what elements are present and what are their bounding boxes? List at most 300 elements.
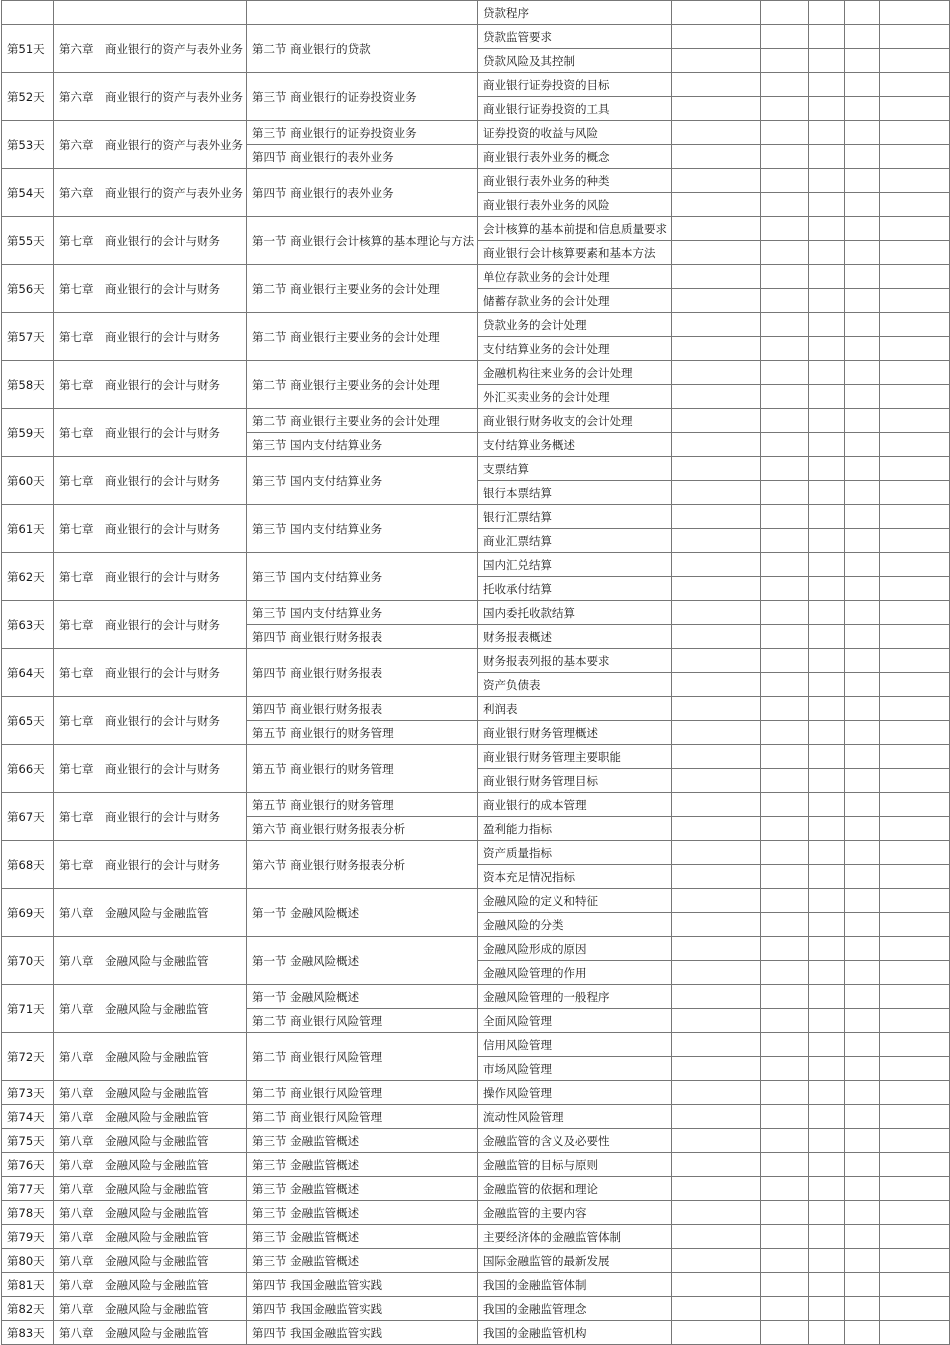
empty-cell — [672, 745, 761, 769]
chapter-cell: 第七章 商业银行的会计与财务 — [54, 457, 247, 505]
empty-cell — [809, 865, 845, 889]
chapter-cell: 第八章 金融风险与金融监管 — [54, 1129, 247, 1153]
empty-cell — [880, 601, 950, 625]
empty-cell — [761, 385, 809, 409]
empty-cell — [761, 889, 809, 913]
empty-cell — [672, 1321, 761, 1345]
chapter-cell: 第八章 金融风险与金融监管 — [54, 937, 247, 985]
empty-cell — [809, 385, 845, 409]
empty-cell — [809, 577, 845, 601]
empty-cell — [809, 913, 845, 937]
empty-cell — [672, 385, 761, 409]
empty-cell — [809, 457, 845, 481]
section-cell: 第六节 商业银行财务报表分析 — [247, 817, 478, 841]
empty-cell — [845, 553, 880, 577]
topic-cell: 金融风险管理的作用 — [478, 961, 672, 985]
empty-cell — [761, 1009, 809, 1033]
empty-cell — [880, 1033, 950, 1057]
chapter-cell: 第八章 金融风险与金融监管 — [54, 1321, 247, 1345]
empty-cell — [880, 193, 950, 217]
section-cell: 第三节 商业银行的证券投资业务 — [247, 121, 478, 145]
empty-cell — [809, 985, 845, 1009]
empty-cell — [880, 265, 950, 289]
day-cell: 第78天 — [2, 1201, 54, 1225]
table-row — [2, 1081, 950, 1105]
topic-cell: 资本充足情况指标 — [478, 865, 672, 889]
chapter-cell: 第七章 商业银行的会计与财务 — [54, 265, 247, 313]
table-row — [2, 409, 950, 433]
topic-cell: 支付结算业务的会计处理 — [478, 337, 672, 361]
empty-cell — [672, 841, 761, 865]
table-row — [2, 601, 950, 625]
empty-cell — [845, 265, 880, 289]
table-row — [2, 1273, 950, 1297]
empty-cell — [672, 985, 761, 1009]
empty-cell — [880, 145, 950, 169]
table-row — [2, 313, 950, 337]
section-cell: 第三节 金融监管概述 — [247, 1249, 478, 1273]
section-cell: 第二节 商业银行风险管理 — [247, 1105, 478, 1129]
table-row — [2, 121, 950, 145]
empty-cell — [880, 937, 950, 961]
empty-cell — [672, 1057, 761, 1081]
topic-cell: 托收承付结算 — [478, 577, 672, 601]
table-row — [2, 25, 950, 49]
empty-cell — [809, 241, 845, 265]
empty-cell — [761, 505, 809, 529]
empty-cell — [809, 625, 845, 649]
table-row — [2, 1201, 950, 1225]
chapter-cell: 第八章 金融风险与金融监管 — [54, 1249, 247, 1273]
empty-cell — [672, 1033, 761, 1057]
empty-cell — [672, 265, 761, 289]
empty-cell — [761, 289, 809, 313]
chapter-cell: 第八章 金融风险与金融监管 — [54, 889, 247, 937]
topic-cell: 支票结算 — [478, 457, 672, 481]
chapter-cell: 第六章 商业银行的资产与表外业务 — [54, 121, 247, 169]
empty-cell — [845, 937, 880, 961]
empty-cell — [761, 361, 809, 385]
table-row — [2, 1033, 950, 1057]
empty-cell — [809, 169, 845, 193]
empty-cell — [845, 337, 880, 361]
empty-cell — [880, 97, 950, 121]
section-cell: 第四节 商业银行的表外业务 — [247, 169, 478, 217]
section-cell: 第四节 我国金融监管实践 — [247, 1297, 478, 1321]
empty-cell — [809, 313, 845, 337]
day-cell: 第65天 — [2, 697, 54, 745]
empty-cell — [672, 433, 761, 457]
empty-cell — [809, 265, 845, 289]
chapter-cell: 第六章 商业银行的资产与表外业务 — [54, 25, 247, 73]
empty-cell — [672, 145, 761, 169]
section-cell: 第二节 商业银行主要业务的会计处理 — [247, 409, 478, 433]
study-schedule-table — [1, 0, 950, 1345]
empty-cell — [761, 1297, 809, 1321]
empty-cell — [761, 721, 809, 745]
empty-cell — [672, 961, 761, 985]
empty-cell — [672, 193, 761, 217]
empty-cell — [672, 1177, 761, 1201]
table-row — [2, 1129, 950, 1153]
table-row — [2, 1153, 950, 1177]
empty-cell — [672, 769, 761, 793]
empty-cell — [761, 433, 809, 457]
empty-cell — [761, 241, 809, 265]
empty-cell — [809, 1153, 845, 1177]
empty-cell — [809, 529, 845, 553]
chapter-cell: 第八章 金融风险与金融监管 — [54, 1177, 247, 1201]
chapter-cell: 第八章 金融风险与金融监管 — [54, 1201, 247, 1225]
empty-cell — [761, 553, 809, 577]
empty-cell — [809, 1177, 845, 1201]
empty-cell — [672, 1129, 761, 1153]
chapter-cell: 第七章 商业银行的会计与财务 — [54, 505, 247, 553]
empty-cell — [761, 1057, 809, 1081]
empty-cell — [761, 937, 809, 961]
empty-cell — [672, 1081, 761, 1105]
chapter-cell: 第七章 商业银行的会计与财务 — [54, 649, 247, 697]
day-cell: 第51天 — [2, 25, 54, 73]
day-cell: 第67天 — [2, 793, 54, 841]
empty-cell — [880, 1321, 950, 1345]
table-row — [2, 985, 950, 1009]
topic-cell: 商业银行财务管理主要职能 — [478, 745, 672, 769]
empty-cell — [672, 697, 761, 721]
empty-cell — [672, 1153, 761, 1177]
topic-cell: 我国的金融监管体制 — [478, 1273, 672, 1297]
chapter-cell: 第七章 商业银行的会计与财务 — [54, 601, 247, 649]
empty-cell — [880, 241, 950, 265]
empty-cell — [761, 673, 809, 697]
empty-cell — [761, 793, 809, 817]
table-row — [2, 265, 950, 289]
empty-cell — [845, 409, 880, 433]
section-cell: 第二节 商业银行主要业务的会计处理 — [247, 265, 478, 313]
empty-cell — [845, 625, 880, 649]
topic-cell: 盈利能力指标 — [478, 817, 672, 841]
empty-cell — [845, 1273, 880, 1297]
empty-cell — [845, 385, 880, 409]
section-cell: 第三节 金融监管概述 — [247, 1225, 478, 1249]
topic-cell: 财务报表概述 — [478, 625, 672, 649]
topic-cell: 金融监管的依据和理论 — [478, 1177, 672, 1201]
empty-cell — [880, 25, 950, 49]
table-row — [2, 553, 950, 577]
empty-cell — [761, 865, 809, 889]
topic-cell: 商业银行表外业务的种类 — [478, 169, 672, 193]
empty-cell — [672, 49, 761, 73]
empty-cell — [880, 673, 950, 697]
empty-cell — [845, 1225, 880, 1249]
empty-cell — [845, 1057, 880, 1081]
empty-cell — [672, 793, 761, 817]
empty-cell — [880, 1273, 950, 1297]
empty-cell — [761, 1105, 809, 1129]
empty-cell — [845, 217, 880, 241]
topic-cell: 金融风险管理的一般程序 — [478, 985, 672, 1009]
empty-cell — [845, 913, 880, 937]
empty-cell — [672, 73, 761, 97]
table-row — [2, 457, 950, 481]
empty-cell — [809, 697, 845, 721]
empty-cell — [672, 313, 761, 337]
empty-cell — [845, 721, 880, 745]
empty-cell — [809, 97, 845, 121]
empty-cell — [809, 889, 845, 913]
empty-cell — [672, 1249, 761, 1273]
day-cell: 第75天 — [2, 1129, 54, 1153]
empty-cell — [845, 1201, 880, 1225]
empty-cell — [761, 97, 809, 121]
empty-cell — [761, 745, 809, 769]
day-cell: 第55天 — [2, 217, 54, 265]
empty-cell — [845, 649, 880, 673]
empty-cell — [672, 601, 761, 625]
day-cell: 第61天 — [2, 505, 54, 553]
chapter-cell: 第七章 商业银行的会计与财务 — [54, 409, 247, 457]
empty-cell — [880, 985, 950, 1009]
topic-cell: 商业银行财务管理概述 — [478, 721, 672, 745]
empty-cell — [880, 1057, 950, 1081]
empty-cell — [809, 817, 845, 841]
empty-cell — [880, 409, 950, 433]
empty-cell — [880, 73, 950, 97]
empty-cell — [845, 49, 880, 73]
day-cell: 第58天 — [2, 361, 54, 409]
empty-cell — [761, 913, 809, 937]
table-row — [2, 649, 950, 673]
chapter-cell: 第七章 商业银行的会计与财务 — [54, 745, 247, 793]
topic-cell: 银行本票结算 — [478, 481, 672, 505]
empty-cell — [809, 361, 845, 385]
empty-cell — [880, 961, 950, 985]
empty-cell — [880, 313, 950, 337]
chapter-cell: 第七章 商业银行的会计与财务 — [54, 361, 247, 409]
chapter-cell: 第七章 商业银行的会计与财务 — [54, 793, 247, 841]
empty-cell — [672, 649, 761, 673]
empty-cell — [845, 601, 880, 625]
empty-cell — [880, 1153, 950, 1177]
topic-cell: 操作风险管理 — [478, 1081, 672, 1105]
table-row — [2, 697, 950, 721]
chapter-cell: 第八章 金融风险与金融监管 — [54, 1225, 247, 1249]
empty-cell — [880, 289, 950, 313]
empty-cell — [880, 889, 950, 913]
chapter-cell: 第七章 商业银行的会计与财务 — [54, 217, 247, 265]
day-cell: 第52天 — [2, 73, 54, 121]
empty-cell — [761, 697, 809, 721]
empty-cell — [880, 1297, 950, 1321]
section-cell: 第三节 商业银行的证券投资业务 — [247, 73, 478, 121]
table-row — [2, 169, 950, 193]
empty-cell — [761, 1081, 809, 1105]
section-cell: 第二节 商业银行的贷款 — [247, 25, 478, 73]
section-cell: 第五节 商业银行的财务管理 — [247, 793, 478, 817]
topic-cell: 流动性风险管理 — [478, 1105, 672, 1129]
empty-cell — [761, 1225, 809, 1249]
day-cell: 第59天 — [2, 409, 54, 457]
empty-cell — [761, 577, 809, 601]
section-cell: 第四节 商业银行财务报表 — [247, 697, 478, 721]
section-cell: 第二节 商业银行风险管理 — [247, 1009, 478, 1033]
day-cell: 第79天 — [2, 1225, 54, 1249]
topic-cell: 国际金融监管的最新发展 — [478, 1249, 672, 1273]
empty-cell — [672, 169, 761, 193]
empty-cell — [880, 1177, 950, 1201]
day-cell: 第83天 — [2, 1321, 54, 1345]
empty-cell — [880, 625, 950, 649]
empty-cell — [761, 625, 809, 649]
empty-cell — [761, 985, 809, 1009]
empty-cell — [761, 121, 809, 145]
chapter-cell: 第七章 商业银行的会计与财务 — [54, 841, 247, 889]
topic-cell: 国内委托收款结算 — [478, 601, 672, 625]
empty-cell — [672, 481, 761, 505]
empty-cell — [809, 1225, 845, 1249]
empty-cell — [672, 1225, 761, 1249]
section-cell: 第二节 商业银行主要业务的会计处理 — [247, 361, 478, 409]
empty-cell — [845, 361, 880, 385]
empty-cell — [809, 1201, 845, 1225]
empty-cell — [809, 553, 845, 577]
empty-cell — [761, 1129, 809, 1153]
empty-cell — [672, 97, 761, 121]
empty-cell — [880, 361, 950, 385]
day-cell: 第72天 — [2, 1033, 54, 1081]
empty-cell — [809, 73, 845, 97]
empty-cell — [880, 841, 950, 865]
chapter-cell: 第八章 金融风险与金融监管 — [54, 1273, 247, 1297]
section-cell: 第四节 我国金融监管实践 — [247, 1273, 478, 1297]
empty-cell — [809, 481, 845, 505]
empty-cell — [672, 1105, 761, 1129]
empty-cell — [672, 217, 761, 241]
empty-cell — [672, 409, 761, 433]
topic-cell: 金融监管的主要内容 — [478, 1201, 672, 1225]
empty-cell — [672, 625, 761, 649]
schedule-body — [2, 1, 950, 1345]
section-cell: 第三节 国内支付结算业务 — [247, 457, 478, 505]
empty-cell — [880, 649, 950, 673]
empty-cell — [845, 1, 880, 25]
empty-cell — [809, 769, 845, 793]
topic-cell: 支付结算业务概述 — [478, 433, 672, 457]
day-cell: 第53天 — [2, 121, 54, 169]
empty-cell — [761, 49, 809, 73]
table-row — [2, 1105, 950, 1129]
empty-cell — [761, 313, 809, 337]
section-cell: 第一节 金融风险概述 — [247, 985, 478, 1009]
day-cell: 第60天 — [2, 457, 54, 505]
topic-cell: 财务报表列报的基本要求 — [478, 649, 672, 673]
section-cell: 第四节 我国金融监管实践 — [247, 1321, 478, 1345]
empty-cell — [809, 121, 845, 145]
topic-cell: 主要经济体的金融监管体制 — [478, 1225, 672, 1249]
empty-cell — [880, 721, 950, 745]
empty-cell — [672, 937, 761, 961]
topic-cell: 商业银行表外业务的概念 — [478, 145, 672, 169]
empty-cell — [845, 793, 880, 817]
empty-cell — [845, 1297, 880, 1321]
chapter-cell: 第六章 商业银行的资产与表外业务 — [54, 73, 247, 121]
section-cell: 第六节 商业银行财务报表分析 — [247, 841, 478, 889]
empty-cell — [672, 1, 761, 25]
chapter-cell: 第八章 金融风险与金融监管 — [54, 985, 247, 1033]
table-row — [2, 1225, 950, 1249]
empty-cell — [880, 1129, 950, 1153]
section-cell: 第一节 金融风险概述 — [247, 889, 478, 937]
empty-cell — [809, 841, 845, 865]
empty-cell — [672, 1009, 761, 1033]
empty-cell — [845, 1177, 880, 1201]
topic-cell: 商业银行的成本管理 — [478, 793, 672, 817]
empty-cell — [761, 841, 809, 865]
empty-cell — [845, 145, 880, 169]
empty-cell — [761, 601, 809, 625]
empty-cell — [845, 865, 880, 889]
section-cell: 第四节 商业银行的表外业务 — [247, 145, 478, 169]
empty-cell — [761, 217, 809, 241]
empty-cell — [880, 553, 950, 577]
chapter-cell: 第七章 商业银行的会计与财务 — [54, 313, 247, 361]
topic-cell: 资产质量指标 — [478, 841, 672, 865]
empty-cell — [672, 529, 761, 553]
empty-cell — [761, 1153, 809, 1177]
empty-cell — [672, 1297, 761, 1321]
topic-cell: 银行汇票结算 — [478, 505, 672, 529]
topic-cell: 信用风险管理 — [478, 1033, 672, 1057]
empty-cell — [845, 433, 880, 457]
empty-cell — [809, 1, 845, 25]
empty-cell — [761, 1033, 809, 1057]
empty-cell — [845, 577, 880, 601]
empty-cell — [809, 1081, 845, 1105]
empty-cell — [880, 217, 950, 241]
empty-cell — [761, 529, 809, 553]
topic-cell: 资产负债表 — [478, 673, 672, 697]
empty-cell — [809, 1009, 845, 1033]
topic-cell: 会计核算的基本前提和信息质量要求 — [478, 217, 672, 241]
empty-cell — [845, 505, 880, 529]
topic-cell: 证券投资的收益与风险 — [478, 121, 672, 145]
empty-cell — [761, 1, 809, 25]
topic-cell: 商业汇票结算 — [478, 529, 672, 553]
topic-cell: 我国的金融监管机构 — [478, 1321, 672, 1345]
chapter-cell: 第八章 金融风险与金融监管 — [54, 1297, 247, 1321]
empty-cell — [845, 289, 880, 313]
empty-cell — [845, 817, 880, 841]
empty-cell — [761, 73, 809, 97]
section-cell: 第三节 国内支付结算业务 — [247, 433, 478, 457]
empty-cell — [761, 961, 809, 985]
table-row — [2, 217, 950, 241]
section-cell: 第一节 金融风险概述 — [247, 937, 478, 985]
topic-cell: 全面风险管理 — [478, 1009, 672, 1033]
empty-cell — [880, 1225, 950, 1249]
empty-cell — [845, 745, 880, 769]
day-cell: 第73天 — [2, 1081, 54, 1105]
empty-cell — [845, 1129, 880, 1153]
day-cell: 第57天 — [2, 313, 54, 361]
empty-cell — [672, 361, 761, 385]
day-cell: 第77天 — [2, 1177, 54, 1201]
topic-cell: 贷款风险及其控制 — [478, 49, 672, 73]
empty-cell — [672, 913, 761, 937]
chapter-cell: 第八章 金融风险与金融监管 — [54, 1105, 247, 1129]
empty-cell — [761, 409, 809, 433]
section-cell — [247, 1, 478, 25]
